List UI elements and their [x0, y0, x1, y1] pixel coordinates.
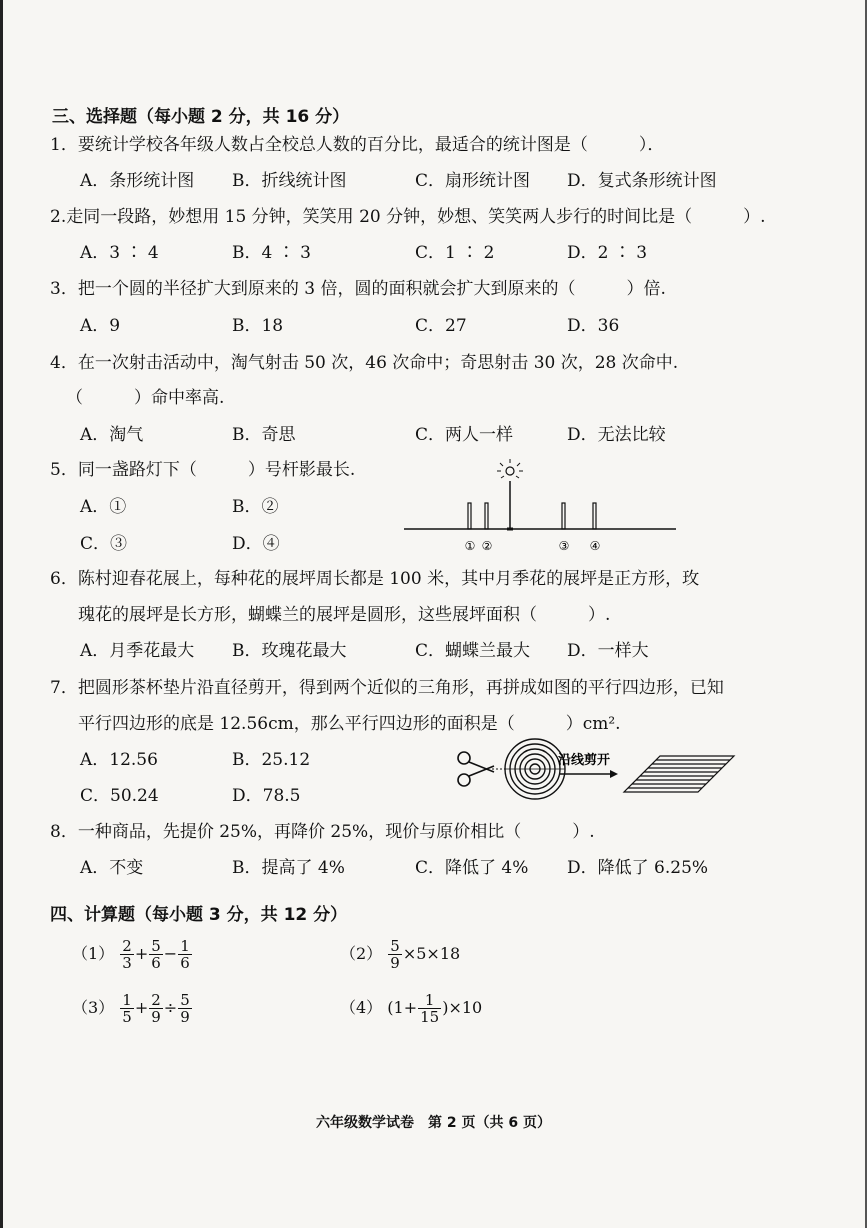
fraction: [418, 992, 441, 1025]
numerator: 5: [390, 937, 400, 955]
pole-label-1: ①: [464, 539, 476, 553]
fraction: [178, 992, 192, 1025]
question-stem: 把一个圆的半径扩大到原来的 3 倍，圆的面积就会扩大到原来的（ ）倍.: [77, 279, 666, 299]
expression-pre: (1+: [387, 998, 418, 1017]
fraction: [178, 938, 192, 971]
denominator: 5: [122, 1008, 132, 1026]
arrow-right-icon: [610, 770, 618, 778]
denominator: 9: [151, 1008, 161, 1026]
fraction: [388, 938, 402, 971]
numerator: 5: [180, 991, 190, 1009]
q4-stem-line2: （ ）命中率高.: [66, 388, 225, 408]
question-5: [50, 459, 355, 481]
q8-option-a[interactable]: A．不变: [80, 858, 144, 878]
q7-option-d[interactable]: D．78.5: [232, 786, 301, 806]
question-number: 2.: [50, 207, 67, 227]
q4-option-d[interactable]: D．无法比较: [567, 425, 666, 445]
cut-label: 沿线剪开: [558, 753, 611, 768]
question-1: [50, 134, 664, 156]
q1-option-d[interactable]: D．复式条形统计图: [567, 171, 717, 191]
section3-title: 三、选择题（每小题 2 分，共 16 分）: [52, 107, 350, 127]
q1-option-c[interactable]: C．扇形统计图: [415, 171, 531, 191]
q6-option-a[interactable]: A．月季花最大: [80, 641, 195, 661]
q7-stem-line2: 平行四边形的底是 12.56cm，那么平行四边形的面积是（ ）cm².: [78, 714, 621, 734]
parallelogram: [624, 756, 734, 792]
pole-1: [468, 503, 471, 529]
q7-option-b[interactable]: B．25.12: [232, 750, 311, 770]
section4-title: 四、计算题（每小题 3 分，共 12 分）: [50, 905, 348, 925]
q6-option-b[interactable]: B．玫瑰花最大: [232, 641, 347, 661]
calc-label: （4）: [340, 998, 383, 1017]
q5-option-c[interactable]: C．③: [80, 534, 128, 554]
q8-option-c[interactable]: C．降低了 4%: [415, 858, 529, 878]
question-stem: 一种商品，先提价 25%，再降价 25%，现价与原价相比（ ）.: [77, 822, 595, 842]
calc-item-1: [72, 938, 193, 971]
denominator: 6: [180, 954, 190, 972]
question-number: 6．: [50, 569, 78, 589]
pole-4: [593, 503, 596, 529]
streetlight: [497, 459, 523, 529]
fraction: [120, 938, 134, 971]
q2-option-d[interactable]: D．2 ∶ 3: [567, 243, 648, 263]
operator: +: [134, 998, 149, 1017]
expression-rest: )×10: [442, 998, 483, 1017]
q5-option-b[interactable]: B．②: [232, 497, 279, 517]
question-stem: 要统计学校各年级人数占全校总人数的百分比，最适合的统计图是（ ）．: [77, 135, 665, 155]
page-footer: 六年级数学试卷 第 2 页（共 6 页）: [316, 1115, 551, 1131]
page-edge-left: [0, 0, 3, 1228]
question-4: [50, 352, 678, 374]
question-stem: 同一盏路灯下（ ）号杆影最长.: [77, 460, 356, 480]
q2-option-c[interactable]: C．1 ∶ 2: [415, 243, 495, 263]
denominator: 15: [420, 1008, 440, 1026]
question-number: 8．: [50, 822, 78, 842]
q7-option-a[interactable]: A．12.56: [80, 750, 158, 770]
question-stem: 陈村迎春花展上，每种花的展坪周长都是 100 米，其中月季花的展坪是正方形，玫: [77, 569, 700, 589]
question-6: [50, 568, 699, 590]
q7-option-c[interactable]: C．50.24: [80, 786, 159, 806]
coaster-figure: [452, 736, 737, 806]
numerator: 1: [122, 991, 132, 1009]
pole-label-4: ④: [589, 539, 601, 553]
q4-option-a[interactable]: A．淘气: [80, 425, 144, 445]
q3-option-d[interactable]: D．36: [567, 316, 620, 336]
q8-option-d[interactable]: D．降低了 6.25%: [567, 858, 709, 878]
denominator: 9: [180, 1008, 190, 1026]
q6-stem-line2: 瑰花的展坪是长方形，蝴蝶兰的展坪是圆形，这些展坪面积（ ）.: [78, 605, 611, 625]
q1-option-a[interactable]: A．条形统计图: [80, 171, 195, 191]
operator: +: [134, 944, 149, 963]
calc-label: （2）: [340, 944, 383, 963]
q4-option-b[interactable]: B．奇思: [232, 425, 296, 445]
q2-option-b[interactable]: B．4 ∶ 3: [232, 243, 311, 263]
q3-option-a[interactable]: A．9: [80, 316, 121, 336]
pole-2: [485, 503, 488, 529]
numerator: 5: [151, 937, 161, 955]
operator: ÷: [163, 998, 178, 1017]
streetlight-figure: [400, 455, 685, 555]
fraction: [149, 992, 163, 1025]
expression-rest: ×5×18: [402, 944, 461, 963]
question-stem: 走同一段路，妙想用 15 分钟，笑笑用 20 分钟，妙想、笑笑两人步行的时间比是（ ）.: [66, 207, 766, 227]
question-number: 3．: [50, 279, 78, 299]
q5-option-a[interactable]: A．①: [80, 497, 127, 517]
question-8: [50, 821, 595, 843]
fraction: [120, 992, 134, 1025]
pole-label-2: ②: [481, 539, 493, 553]
numerator: 1: [418, 992, 441, 1009]
calc-label: （1）: [72, 944, 115, 963]
q3-option-b[interactable]: B．18: [232, 316, 284, 336]
calc-label: （3）: [72, 998, 115, 1017]
q1-option-b[interactable]: B．折线统计图: [232, 171, 347, 191]
numerator: 2: [151, 991, 161, 1009]
question-number: 7．: [50, 678, 78, 698]
calc-item-4: [340, 992, 482, 1025]
denominator: 3: [122, 954, 132, 972]
pole-3: [562, 503, 565, 529]
q6-option-d[interactable]: D．一样大: [567, 641, 649, 661]
question-number: 1．: [50, 135, 78, 155]
q8-option-b[interactable]: B．提高了 4%: [232, 858, 345, 878]
denominator: 9: [390, 954, 400, 972]
q6-option-c[interactable]: C．蝴蝶兰最大: [415, 641, 531, 661]
operator: −: [163, 944, 178, 963]
scissors-icon: [458, 752, 494, 786]
calc-item-2: [340, 938, 460, 971]
question-number: 4．: [50, 353, 78, 373]
q3-option-c[interactable]: C．27: [415, 316, 467, 336]
calc-item-3: [72, 992, 193, 1025]
q4-option-c[interactable]: C．两人一样: [415, 425, 514, 445]
numerator: 1: [180, 937, 190, 955]
q5-option-d[interactable]: D．④: [232, 534, 280, 554]
question-stem: 把圆形茶杯垫片沿直径剪开，得到两个近似的三角形，再拼成如图的平行四边形，已知: [77, 678, 724, 698]
question-number: 5．: [50, 460, 78, 480]
pole-label-3: ③: [558, 539, 570, 553]
fraction: [149, 938, 163, 971]
numerator: 2: [122, 937, 132, 955]
q2-option-a[interactable]: A．3 ∶ 4: [80, 243, 159, 263]
question-2: [50, 206, 766, 228]
denominator: 6: [151, 954, 161, 972]
question-stem: 在一次射击活动中，淘气射击 50 次，46 次命中；奇思射击 30 次，28 次命中.: [77, 353, 679, 373]
question-7: [50, 677, 724, 699]
question-3: [50, 278, 666, 300]
